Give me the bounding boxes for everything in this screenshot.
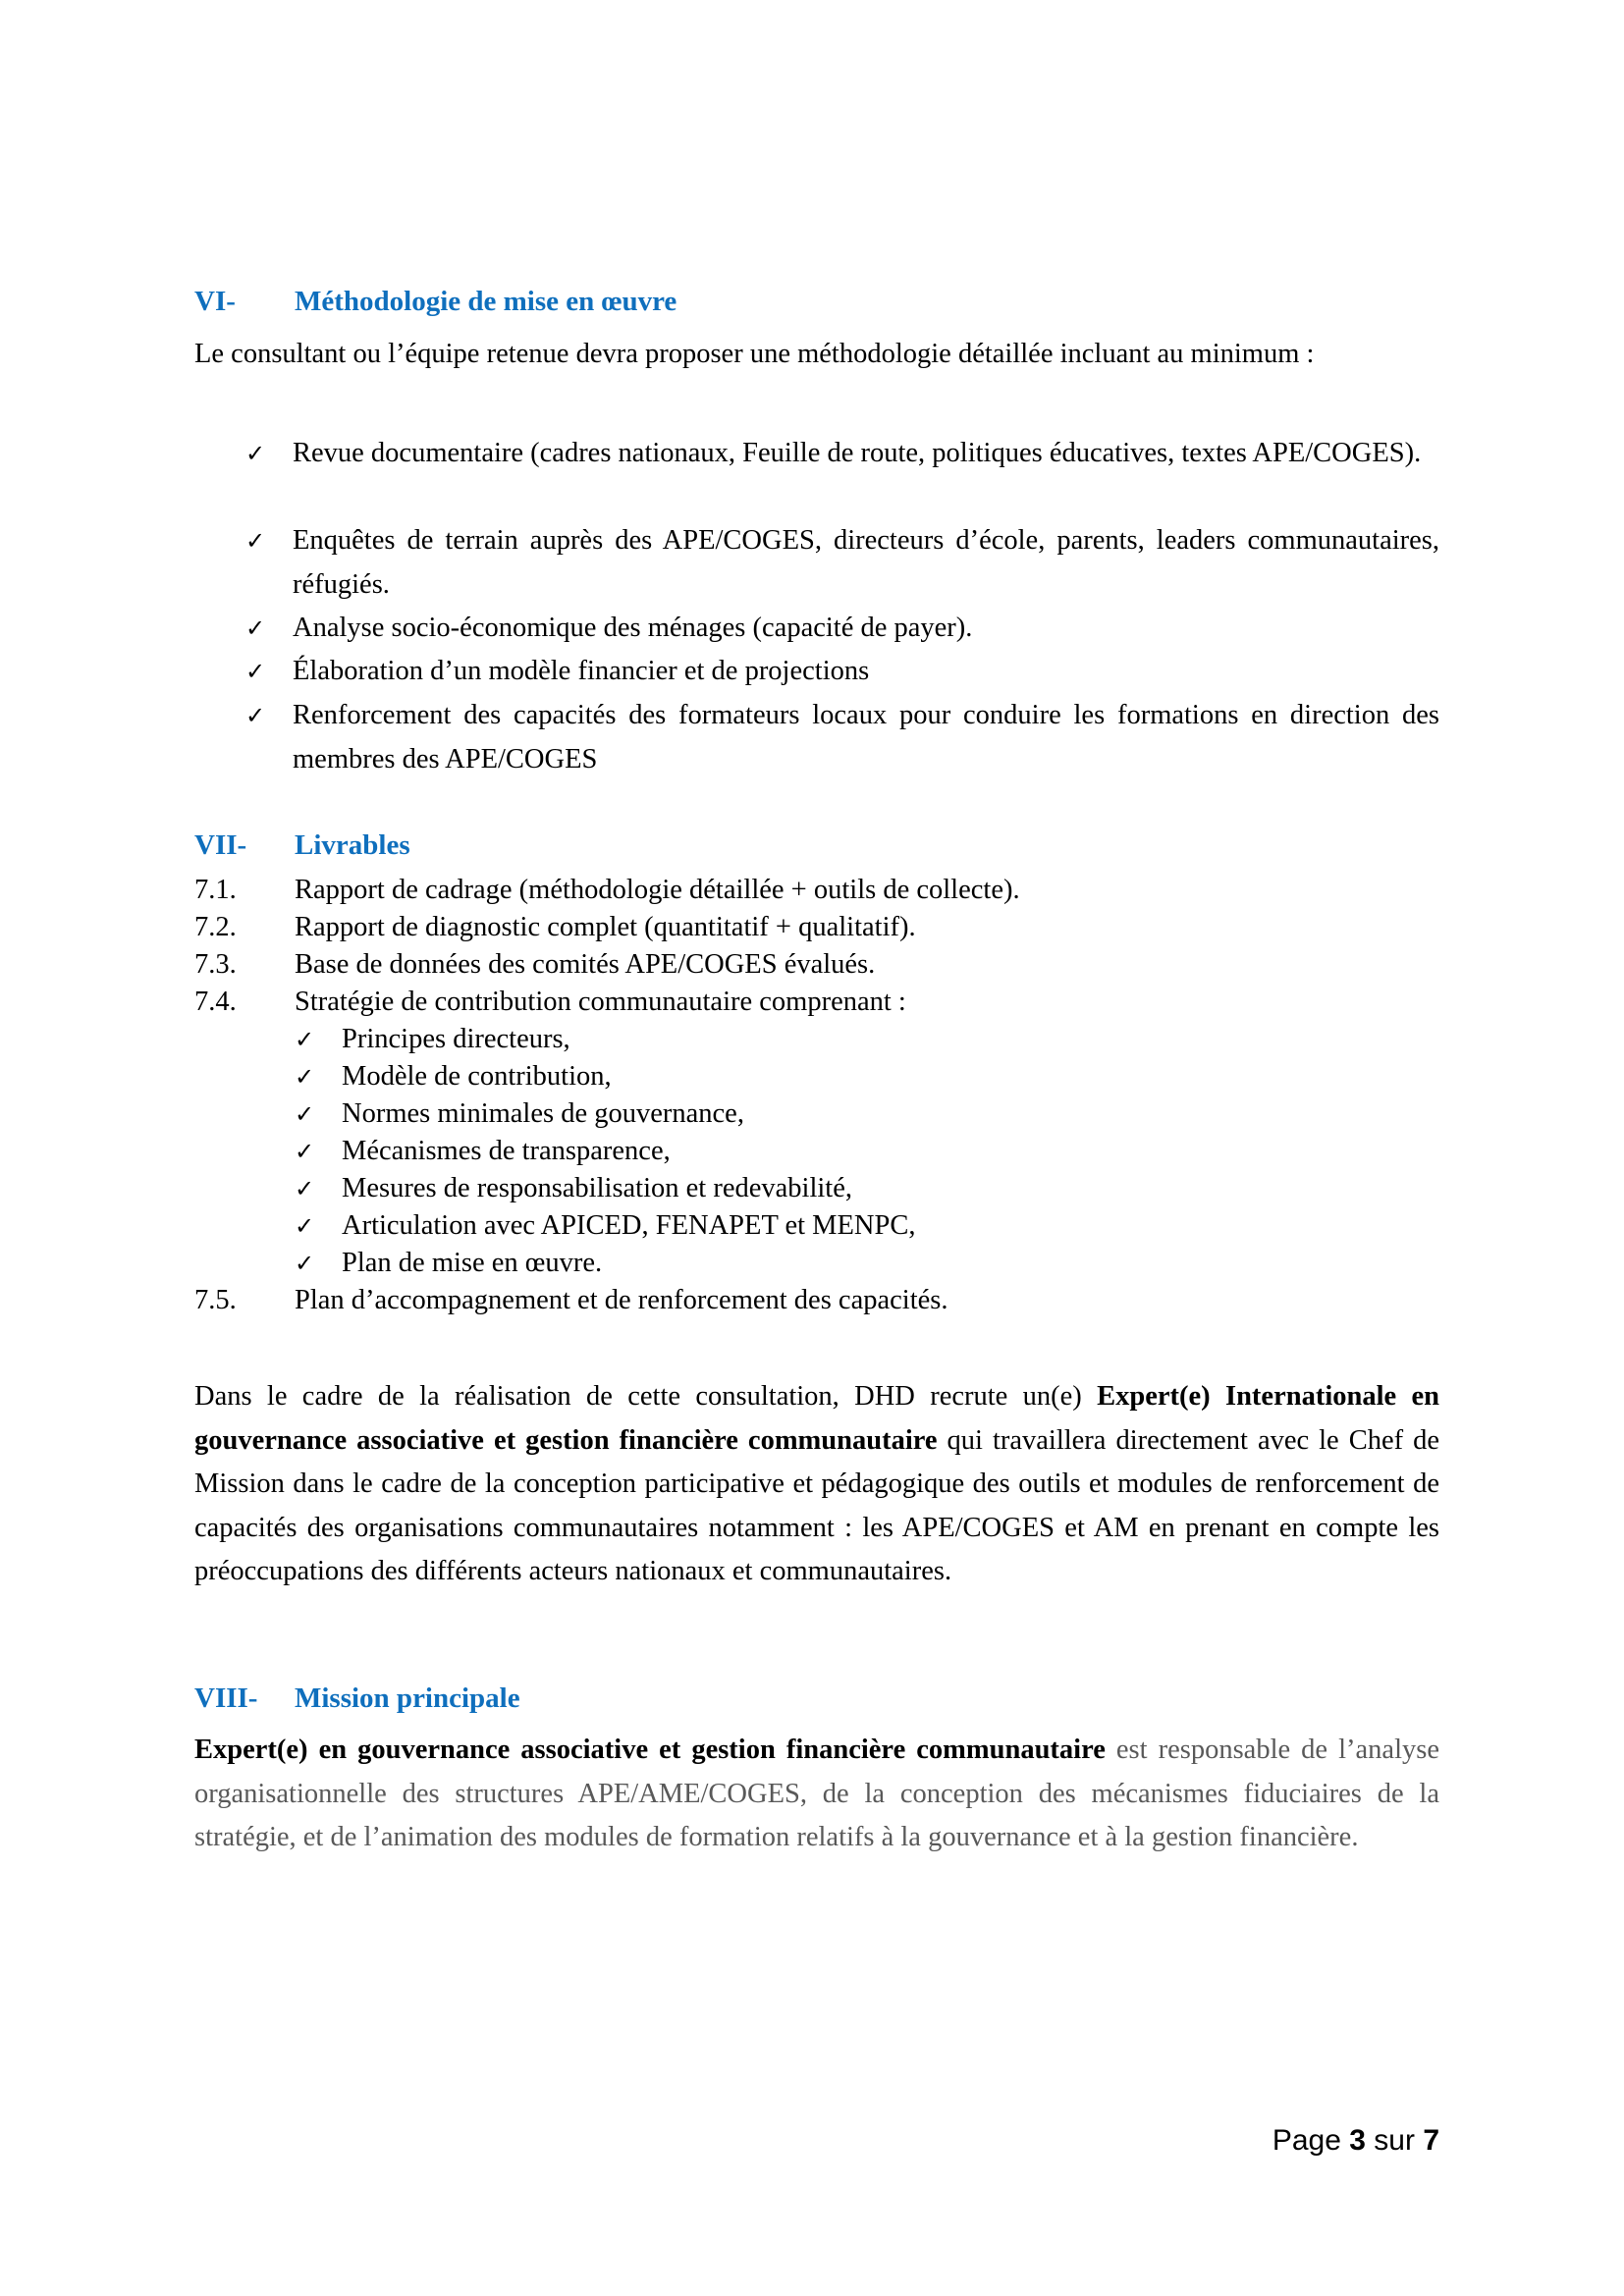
section-title: Méthodologie de mise en œuvre	[295, 286, 677, 317]
page-total: 7	[1423, 2124, 1439, 2157]
list-item: ✓ Revue documentaire (cadres nationaux, Feuille de route, politiques éducatives, textes APE/COGES).	[245, 432, 1439, 476]
expert-title: Expert(e) Internationale en gouvernance associative et gestion financière communautaire	[194, 1381, 1439, 1456]
checkmark-icon: ✓	[245, 702, 266, 729]
section-heading-vii	[194, 828, 410, 862]
section-number: VI-	[194, 286, 236, 317]
checkmark-icon: ✓	[245, 658, 266, 685]
checkmark-icon: ✓	[295, 1175, 315, 1202]
checkmark-icon: ✓	[245, 440, 266, 467]
section-heading-viii	[194, 1682, 520, 1715]
checkmark-icon: ✓	[245, 614, 266, 642]
checkmark-icon: ✓	[295, 1138, 315, 1165]
list-item: ✓ Analyse socio-économique des ménages (capacité de payer).	[245, 607, 1439, 651]
section-title: Mission principale	[295, 1682, 520, 1714]
list-item: ✓ Élaboration d’un modèle financier et de projections	[245, 650, 1439, 694]
page-current: 3	[1349, 2124, 1366, 2157]
list-item: ✓ Enquêtes de terrain auprès des APE/COGES, directeurs d’école, parents, leaders communautaires, réfugiés.	[245, 519, 1439, 607]
recruitment-paragraph: Dans le cadre de la réalisation de cette consultation, DHD recrute un(e) Expert(e) Internationale en gouvernance associative et gestion financière communautaire qui travaillera directement avec le Chef de Mission dans le cadre de la conception participative et pédagogique des outils et modules de renforcement de capacités des organisations communautaires notamment : les APE/COGES et AM en prenant en compte les préoccupations des différents acteurs nationaux et communautaires.	[194, 1381, 1439, 1586]
deliverable-item: 7.4. Stratégie de contribution communautaire comprenant :	[194, 987, 906, 1017]
mission-paragraph: Expert(e) en gouvernance associative et gestion financière communautaire est responsable de l’analyse organisationnelle des structures APE/AME/COGES, de la conception des mécanismes fiduciaires de la stratégie, et de l’animation des modules de formation relatifs à la gouvernance et à la gestion financière.	[194, 1735, 1439, 1852]
deliverable-item: 7.1. Rapport de cadrage (méthodologie détaillée + outils de collecte).	[194, 875, 1020, 905]
sub-list-item: ✓ Plan de mise en œuvre.	[295, 1245, 602, 1282]
checkmark-icon: ✓	[295, 1212, 315, 1240]
deliverable-item: 7.3. Base de données des comités APE/COGES évalués.	[194, 949, 876, 980]
checkmark-icon: ✓	[295, 1063, 315, 1091]
sub-list-item: ✓ Modèle de contribution,	[295, 1058, 612, 1095]
page-footer: Page 3 sur 7	[1272, 2124, 1439, 2157]
section-number: VII-	[194, 829, 247, 861]
list-item: ✓ Renforcement des capacités des formateurs locaux pour conduire les formations en direction des membres des APE/COGES	[245, 694, 1439, 781]
methodology-intro: Le consultant ou l’équipe retenue devra proposer une méthodologie détaillée incluant au minimum :	[194, 339, 1315, 369]
checkmark-icon: ✓	[295, 1250, 315, 1277]
expert-title: Expert(e) en gouvernance associative et gestion financière communautaire	[194, 1735, 1106, 1765]
sub-list-item: ✓ Normes minimales de gouvernance,	[295, 1095, 744, 1133]
sub-list-item: ✓ Mesures de responsabilisation et redevabilité,	[295, 1170, 852, 1207]
checkmark-icon: ✓	[295, 1026, 315, 1053]
section-heading-vi	[194, 285, 677, 318]
section-number: VIII-	[194, 1682, 258, 1714]
sub-list-item: ✓ Articulation avec APICED, FENAPET et MENPC,	[295, 1207, 915, 1245]
sub-list-item: ✓ Principes directeurs,	[295, 1021, 570, 1058]
checkmark-icon: ✓	[295, 1100, 315, 1128]
deliverable-item: 7.2. Rapport de diagnostic complet (quantitatif + qualitatif).	[194, 912, 916, 942]
sub-list-item: ✓ Mécanismes de transparence,	[295, 1133, 671, 1170]
section-title: Livrables	[295, 829, 410, 861]
deliverable-item: 7.5. Plan d’accompagnement et de renforcement des capacités.	[194, 1285, 948, 1315]
checkmark-icon: ✓	[245, 527, 266, 555]
